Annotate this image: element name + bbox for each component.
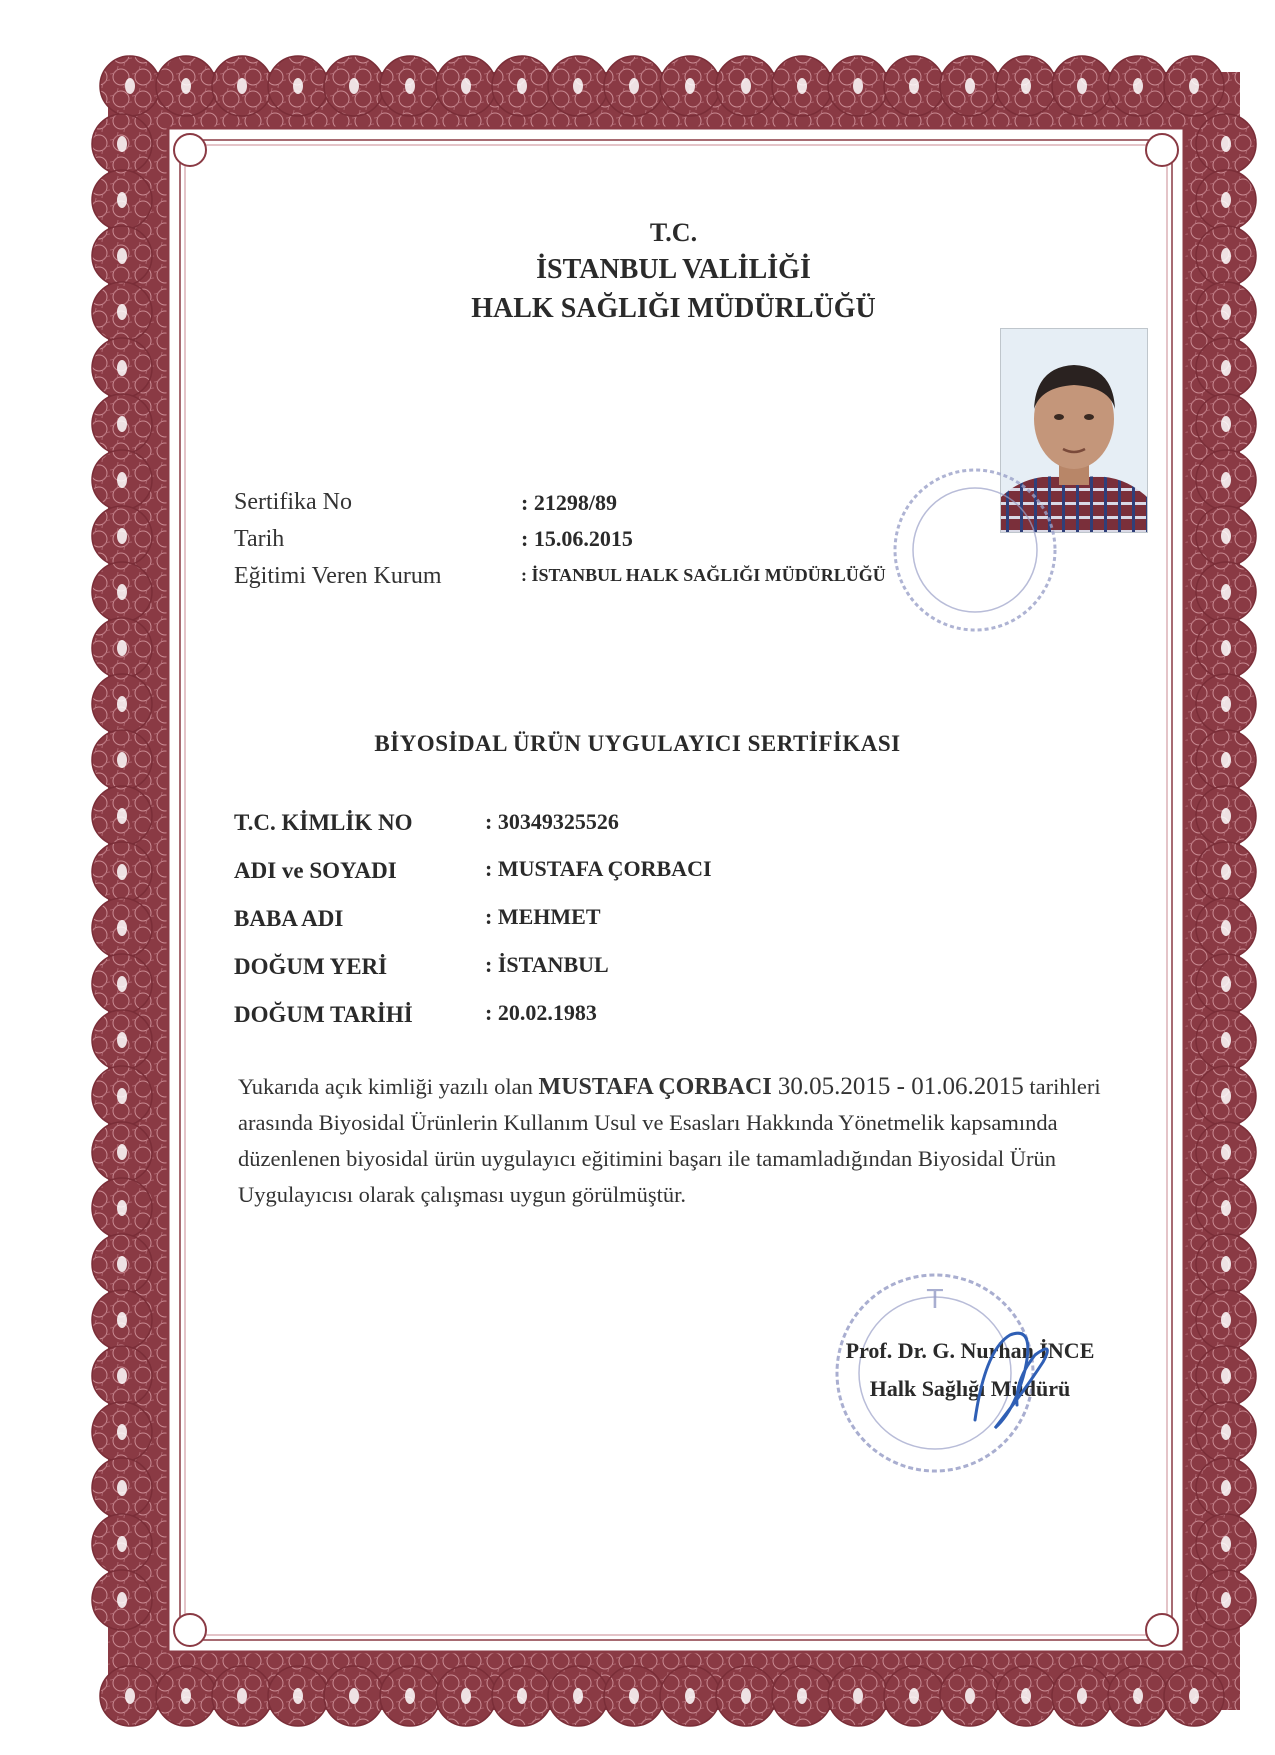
birthdate-value: : 20.02.1983 — [485, 1000, 597, 1025]
full-name-value: : MUSTAFA ÇORBACI — [485, 856, 712, 881]
institution-value: : İSTANBUL HALK SAĞLIĞI MÜDÜRLÜĞÜ — [521, 565, 886, 585]
signatory-title: Halk Sağlığı Müdürü — [869, 1376, 1071, 1401]
institution-label: Eğitimi Veren Kurum — [234, 563, 442, 589]
birthplace-label: DOĞUM YERİ — [234, 954, 388, 979]
date-label: Tarih — [234, 526, 285, 552]
cert-no-label: Sertifika No — [234, 489, 352, 515]
header-governorship: İSTANBUL VALİLİĞİ — [536, 254, 811, 285]
cert-no-value: : 21298/89 — [521, 490, 617, 515]
father-name-label: BABA ADI — [234, 906, 344, 931]
id-number-label: T.C. KİMLİK NO — [234, 810, 413, 835]
handwritten-signature — [955, 1310, 1065, 1440]
full-name-label: ADI ve SOYADI — [234, 858, 397, 883]
header-directorate: HALK SAĞLIĞI MÜDÜRLÜĞÜ — [471, 293, 876, 324]
header-tc: T.C. — [649, 218, 698, 247]
statement-holder-name: MUSTAFA ÇORBACI — [538, 1074, 772, 1100]
statement-part1: Yukarıda açık kimliği yazılı olan — [238, 1074, 539, 1099]
certificate-statement — [238, 1069, 1118, 1213]
date-value: : 15.06.2015 — [521, 526, 633, 551]
statement-dates: 30.05.2015 - 01.06.2015 — [771, 1073, 1024, 1100]
statement-part2: tarihleri arasında Biyosidal Ürünlerin Kullanım Usul ve Esasları Hakkında Yönetmelik kapsamında düzenlenen biyosidal ürün uygulayıcı eğitimini başarı ile tamamladığından Biyosidal Ürün Uygulayıcısı olarak çalışması uygun görülmüştür. — [238, 1074, 1101, 1207]
svg-text:T: T — [927, 1285, 943, 1315]
photo-stamp — [880, 445, 1060, 655]
certificate-title: BİYOSİDAL ÜRÜN UYGULAYICI SERTİFİKASI — [374, 731, 901, 756]
birthplace-value: : İSTANBUL — [485, 952, 609, 977]
birthdate-label: DOĞUM TARİHİ — [234, 1002, 413, 1027]
id-number-value: : 30349325526 — [485, 809, 619, 834]
father-name-value: : MEHMET — [485, 904, 601, 929]
signatory-name: Prof. Dr. G. Nurhan İNCE — [845, 1338, 1095, 1363]
